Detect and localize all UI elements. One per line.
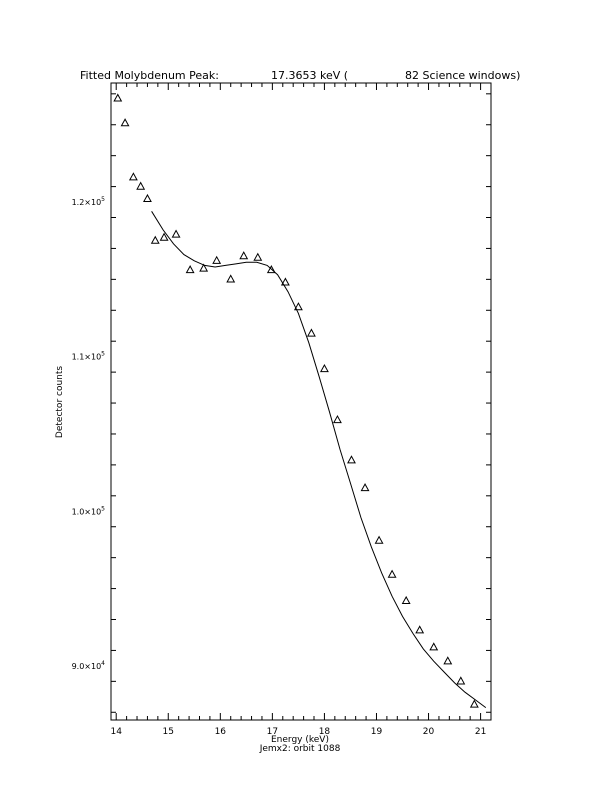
data-point-triangle <box>144 195 151 202</box>
data-point-triangle <box>444 657 451 664</box>
x-tick-label: 18 <box>318 727 331 737</box>
data-point-triangle <box>348 456 355 463</box>
data-point-triangle <box>403 597 410 604</box>
data-point-triangle <box>308 329 315 336</box>
x-tick-label: 17 <box>266 727 279 737</box>
data-point-triangle <box>121 119 128 126</box>
footer-caption: Jemx2: orbit 1088 <box>259 744 341 754</box>
data-point-triangle <box>227 275 234 282</box>
x-tick-label: 21 <box>474 727 487 737</box>
data-point-triangle <box>172 231 179 238</box>
y-tick-labels <box>72 196 106 671</box>
x-tick-label: 20 <box>422 727 435 737</box>
x-tick-label: 19 <box>370 727 383 737</box>
data-point-triangle <box>388 571 395 578</box>
data-point-triangle <box>321 365 328 372</box>
data-point-triangle <box>130 173 137 180</box>
chart-title-energy: 17.3653 keV ( <box>271 69 349 82</box>
data-point-triangle <box>282 278 289 285</box>
x-tick-label: 14 <box>110 727 122 737</box>
x-tick-label: 15 <box>162 727 174 737</box>
data-point-triangle <box>416 626 423 633</box>
data-points <box>114 94 478 707</box>
fit-line <box>152 211 486 707</box>
data-point-triangle <box>137 183 144 190</box>
chart-title-windows: 82 Science windows) <box>405 69 521 82</box>
data-point-triangle <box>187 266 194 273</box>
y-tick-label: $1.2\times 10^5$ <box>71 196 105 208</box>
data-point-triangle <box>334 416 341 423</box>
y-axis-label: Detector counts <box>55 365 65 439</box>
x-axis-label: Energy (keV) <box>271 735 329 745</box>
y-tick-label: $9.0\times 10^4$ <box>71 659 105 671</box>
fit-curve <box>152 211 486 707</box>
data-point-triangle <box>375 537 382 544</box>
data-point-triangle <box>457 677 464 684</box>
chart-title-left: Fitted Molybdenum Peak: <box>80 69 219 82</box>
x-tick-label: 16 <box>214 727 227 737</box>
data-point-triangle <box>361 484 368 491</box>
data-point-triangle <box>295 303 302 310</box>
data-point-triangle <box>430 643 437 650</box>
y-tick-label: $1.1\times 10^5$ <box>71 350 105 362</box>
data-point-triangle <box>152 237 159 244</box>
plot-frame <box>111 83 491 720</box>
data-point-triangle <box>240 252 247 259</box>
data-point-triangle <box>114 94 121 101</box>
data-point-triangle <box>254 254 261 261</box>
data-point-triangle <box>213 257 220 264</box>
axis-ticks <box>111 83 491 720</box>
y-tick-label: $1.0\times 10^5$ <box>71 505 105 517</box>
